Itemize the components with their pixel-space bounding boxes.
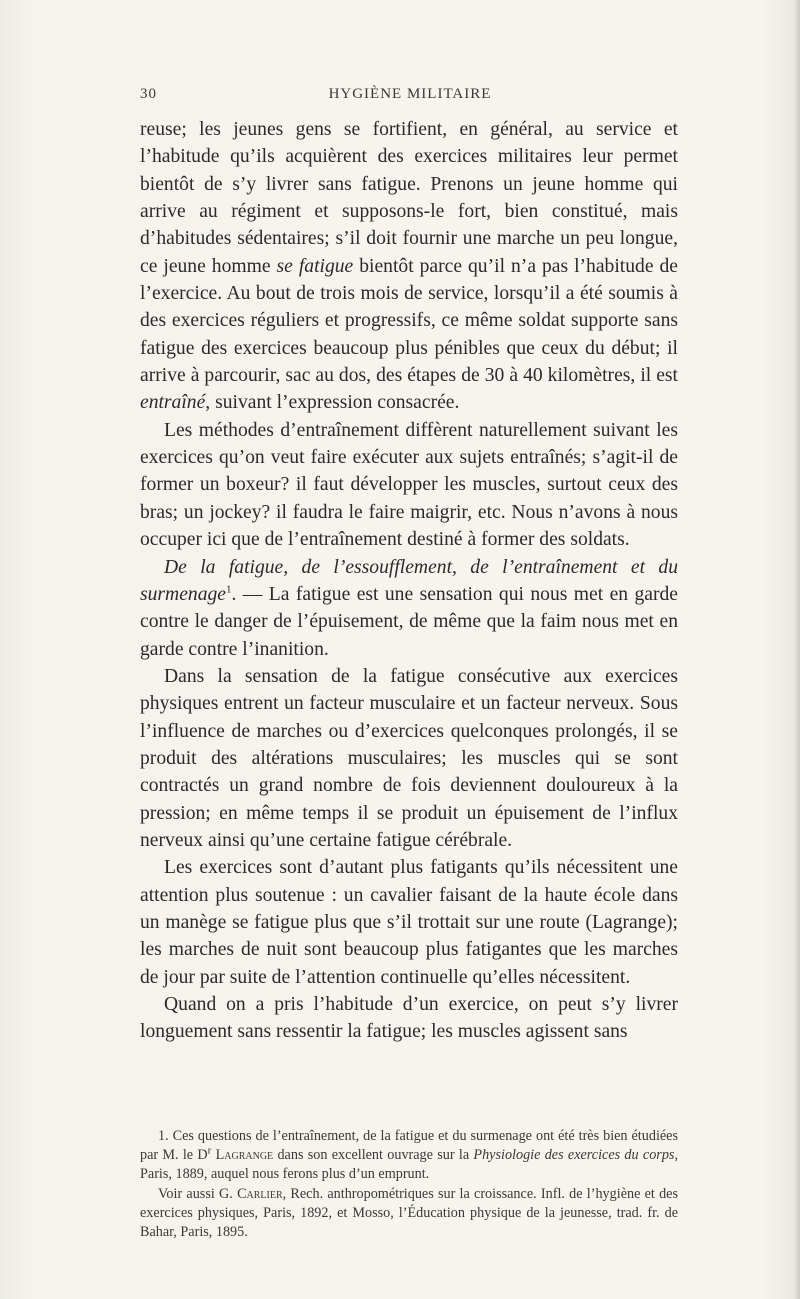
footnote-1-text-a: 1. Ces questions de l’entraînement, de la fatigue et du surmenage ont été très bien étudiées par M. le D <box>140 1128 678 1164</box>
paragraph-6: Quand on a pris l’habitude d’un exercice, on peut s’y livrer longuement sans ressentir la fatigue; les muscles agissent sans <box>140 994 678 1043</box>
paragraph-3 <box>140 554 678 663</box>
paragraph-1-italic-se-fatigue: se fatigue <box>276 255 354 277</box>
footnote-1-dr-sup: r <box>207 1144 212 1157</box>
footnote-2-author: Carlier <box>237 1185 283 1202</box>
paragraph-1-text-c: , suivant l’expression consacrée. <box>205 392 460 414</box>
paragraph-2: Les méthodes d’entraînement diffèrent naturellement suivant les exercices qu’on veut faire exécuter aux sujets entraînés; s’agit-il de former un boxeur? il faut développer les muscles, surtout ceux des bras; un jockey? il faudra le faire maigrir, etc. Nous n’avons à nous occuper ici que de l’entraînement destiné à former des soldats. <box>140 419 678 551</box>
footnote-2-text-a: Voir aussi G. <box>158 1185 238 1202</box>
footnote-1-author: Lagrange <box>215 1147 274 1164</box>
paragraph-1-text-b: bientôt parce qu’il n’a pas l’habitude de l’exercice. Au bout de trois mois de service, lorsqu’il a été soumis à des exercices réguliers et progressifs, ce même soldat supporte sans fatigue des exercices beaucoup plus pénibles que ceux du début; il arrive à parcourir, sac au dos, des étapes de 30 à 40 kilomètres, il est <box>140 255 678 387</box>
footnote-1-text-b: dans son excellent ouvrage sur la <box>273 1147 474 1164</box>
running-title: HYGIÈNE MILITAIRE <box>328 86 492 102</box>
footnote-1 <box>140 1127 678 1185</box>
paragraph-1-text-a: reuse; les jeunes gens se fortifient, en général, au service et l’habitude qu’ils acquièrent des exercices militaires leur permet bientôt de s’y livrer sans fatigue. Prenons un jeune homme qui arrive au régiment et supposons-le fort, bien constitué, mais d’habitudes sédentaires; s’il doit fournir une marche un peu longue, ce jeune homme <box>140 119 678 277</box>
footnote-2 <box>140 1185 678 1243</box>
body-text <box>140 116 678 1046</box>
footnotes <box>140 1127 678 1242</box>
page-number: 30 <box>140 86 157 102</box>
paragraph-4: Dans la sensation de la fatigue consécutive aux exercices physiques entrent un facteur musculaire et un facteur nerveux. Sous l’influence de marches ou d’exercices quelconques prolongés, il se produit des altérations musculaires; les muscles qui se sont contractés un grand nombre de fois deviennent douloureux à la pression; en même temps il se produit un épuisement de l’influx nerveux ainsi qu’une certaine fatigue cérébrale. <box>140 665 678 851</box>
paragraph-5: Les exercices sont d’autant plus fatigants qu’ils nécessitent une attention plus soutenue : un cavalier faisant de la haute école dans un manège se fatigue plus que s’il trottait sur une route (Lagrange); les marches de nuit sont beaucoup plus fatigantes que les marches de jour par suite de l’attention continuelle qu’elles nécessitent. <box>140 857 678 988</box>
paragraph-1-italic-entraine: entraîné <box>140 392 206 414</box>
page-edge-shadow <box>794 0 800 1299</box>
section-heading: De la fatigue, de l’essoufflement, de l’entraînement et du surmenage <box>140 556 678 605</box>
paragraph-3-text: . — La fatigue est une sensation qui nous met en garde contre le danger de l’épuisement, de même que la faim nous met en garde contre l’inanition. <box>140 583 678 660</box>
footnote-2-text-b: , Rech. anthropométriques sur la croissance. Infl. de l’hygiène et des exercices physiques, Paris, 1892, et Mosso, l’Éducation physique de la jeunesse, trad. fr. de Bahar, Paris, 1895. <box>140 1185 679 1241</box>
page-header <box>140 86 680 110</box>
paragraph-1 <box>140 116 678 417</box>
footnote-ref-1: 1 <box>225 583 232 596</box>
footnote-1-text-c: , Paris, 1889, auquel nous ferons plus d’un emprunt. <box>140 1147 678 1183</box>
footnote-1-book-title: Physiologie des exercices du corps <box>473 1147 675 1164</box>
